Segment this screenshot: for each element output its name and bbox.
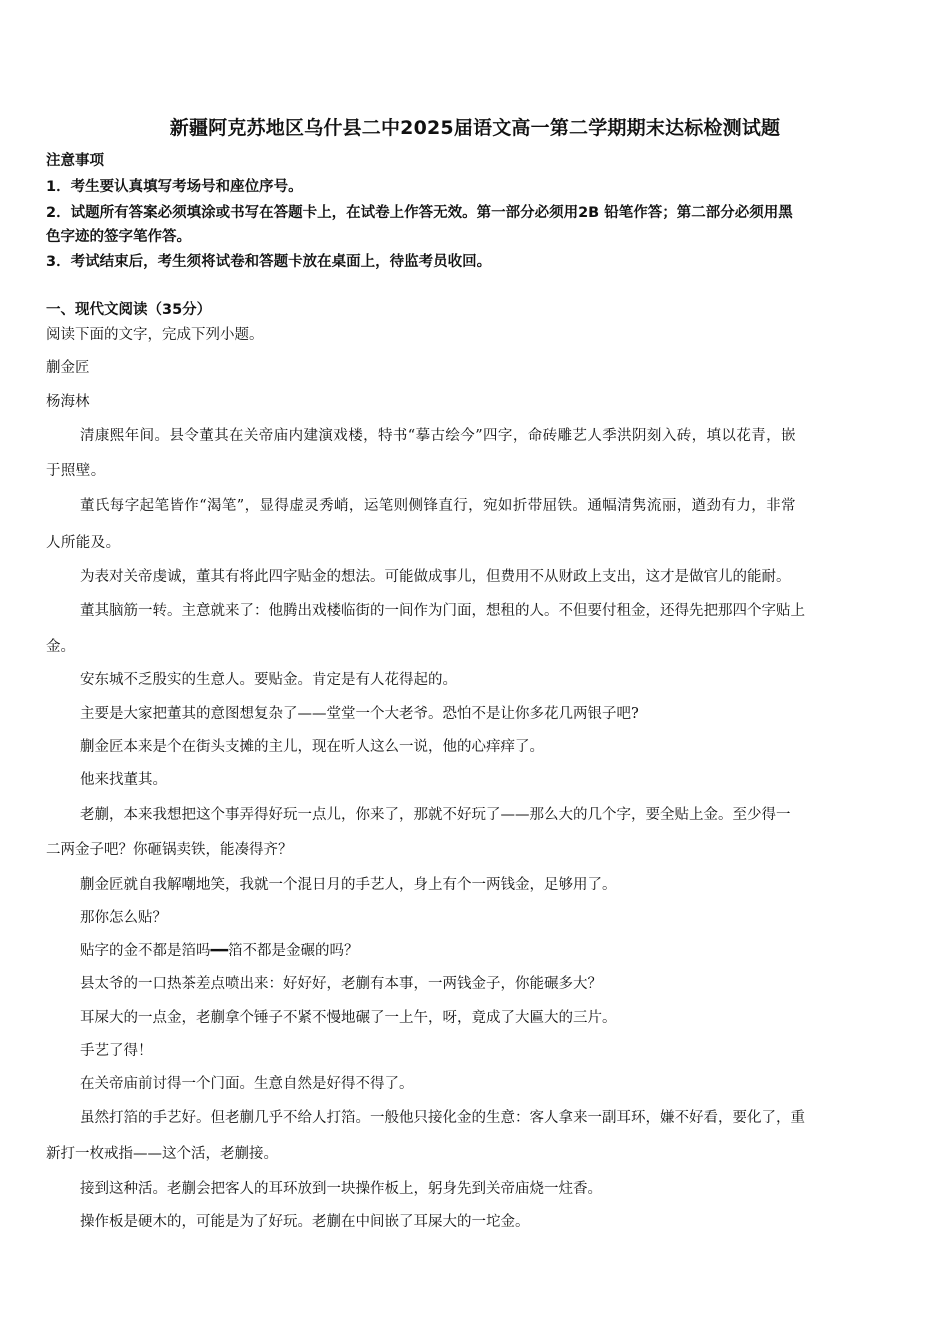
notice-item: 3．考试结束后，考生须将试卷和答题卡放在桌面上，待监考员收回。 (46, 254, 492, 270)
passage-line: 虽然打箔的手艺好。但老蒯几乎不给人打箔。一般他只接化金的生意：客人拿来一副耳环，嫌不好看，要化了，重 (80, 1110, 805, 1126)
passage-line: 董氏每字起笔皆作“渴笔”，显得虚灵秀峭，运笔则侧锋直行，宛如折带屈铁。通幅清隽流丽，遒劲有力，非常 (80, 498, 796, 514)
passage-line: 董其脑筋一转。主意就来了：他腾出戏楼临街的一间作为门面，想租的人。不但要付租金，还得先把那四个字贴上 (80, 603, 805, 619)
notice-heading: 注意事项 (46, 153, 104, 169)
passage-line: 人所能及。 (46, 535, 121, 551)
passage-line: 接到这种活。老蒯会把客人的耳环放到一块操作板上，躬身先到关帝庙烧一炷香。 (80, 1181, 602, 1197)
story-author: 杨海林 (46, 394, 90, 410)
passage-line: 安东城不乏殷实的生意人。要贴金。肯定是有人花得起的。 (80, 672, 457, 688)
passage-line: 于照壁。 (46, 463, 106, 479)
passage-line: 他来找董其。 (80, 772, 167, 788)
passage-line: 为表对关帝虔诚，董其有将此四字贴金的想法。可能做成事儿，但费用不从财政上支出，这才是做官儿的能耐。 (80, 569, 791, 585)
passage-line: 耳屎大的一点金，老蒯拿个锤子不紧不慢地碾了一上午，呀，竟成了大匾大的三片。 (80, 1010, 617, 1026)
passage-line: 二两金子吧？你砸锅卖铁，能凑得齐？ (46, 842, 293, 858)
section-heading: 一、现代文阅读（35分） (46, 302, 212, 318)
passage-line: 清康熙年间。县令董其在关帝庙内建演戏楼，特书“摹古绘今”四字，命砖雕艺人季洪阴刻入砖，填以花青，嵌 (80, 428, 796, 444)
notice-item: 2．试题所有答案必须填涂或书写在答题卡上，在试卷上作答无效。第一部分必须用2B 铅笔作答；第二部分必须用黑 (46, 205, 793, 221)
passage-line: 蒯金匠就自我解嘲地笑，我就一个混日月的手艺人，身上有个一两钱金，足够用了。 (80, 877, 617, 893)
story-title: 蒯金匠 (46, 360, 90, 376)
passage-line: 新打一枚戒指——这个活，老蒯接。 (46, 1146, 278, 1162)
passage-line: 手艺了得！ (80, 1043, 153, 1059)
passage-line: 贴字的金不都是箔吗━━箔不都是金碾的吗？ (80, 943, 359, 959)
notice-item: 色字迹的签字笔作答。 (46, 229, 191, 245)
passage-line: 蒯金匠本来是个在街头支摊的主儿，现在听人这么一说，他的心痒痒了。 (80, 739, 544, 755)
document-title: 新疆阿克苏地区乌什县二中2025届语文高一第二学期期末达标检测试题 (169, 117, 781, 139)
passage-line: 主要是大家把董其的意图想复杂了——堂堂一个大老爷。恐怕不是让你多花几两银子吧? (80, 706, 639, 722)
passage-line: 那你怎么贴？ (80, 910, 167, 926)
passage-line: 老蒯，本来我想把这个事弄得好玩一点儿，你来了，那就不好玩了——那么大的几个字，要全贴上金。至少得一 (80, 807, 791, 823)
passage-line: 金。 (46, 639, 75, 655)
passage-line: 县太爷的一口热茶差点喷出来：好好好，老蒯有本事，一两钱金子，你能碾多大？ (80, 976, 602, 992)
passage-line: 在关帝庙前讨得一个门面。生意自然是好得不得了。 (80, 1076, 414, 1092)
notice-item: 1．考生要认真填写考场号和座位序号。 (46, 179, 303, 195)
passage-line: 操作板是硬木的，可能是为了好玩。老蒯在中间嵌了耳屎大的一坨金。 (80, 1214, 530, 1230)
section-instruction: 阅读下面的文字，完成下列小题。 (46, 327, 264, 343)
